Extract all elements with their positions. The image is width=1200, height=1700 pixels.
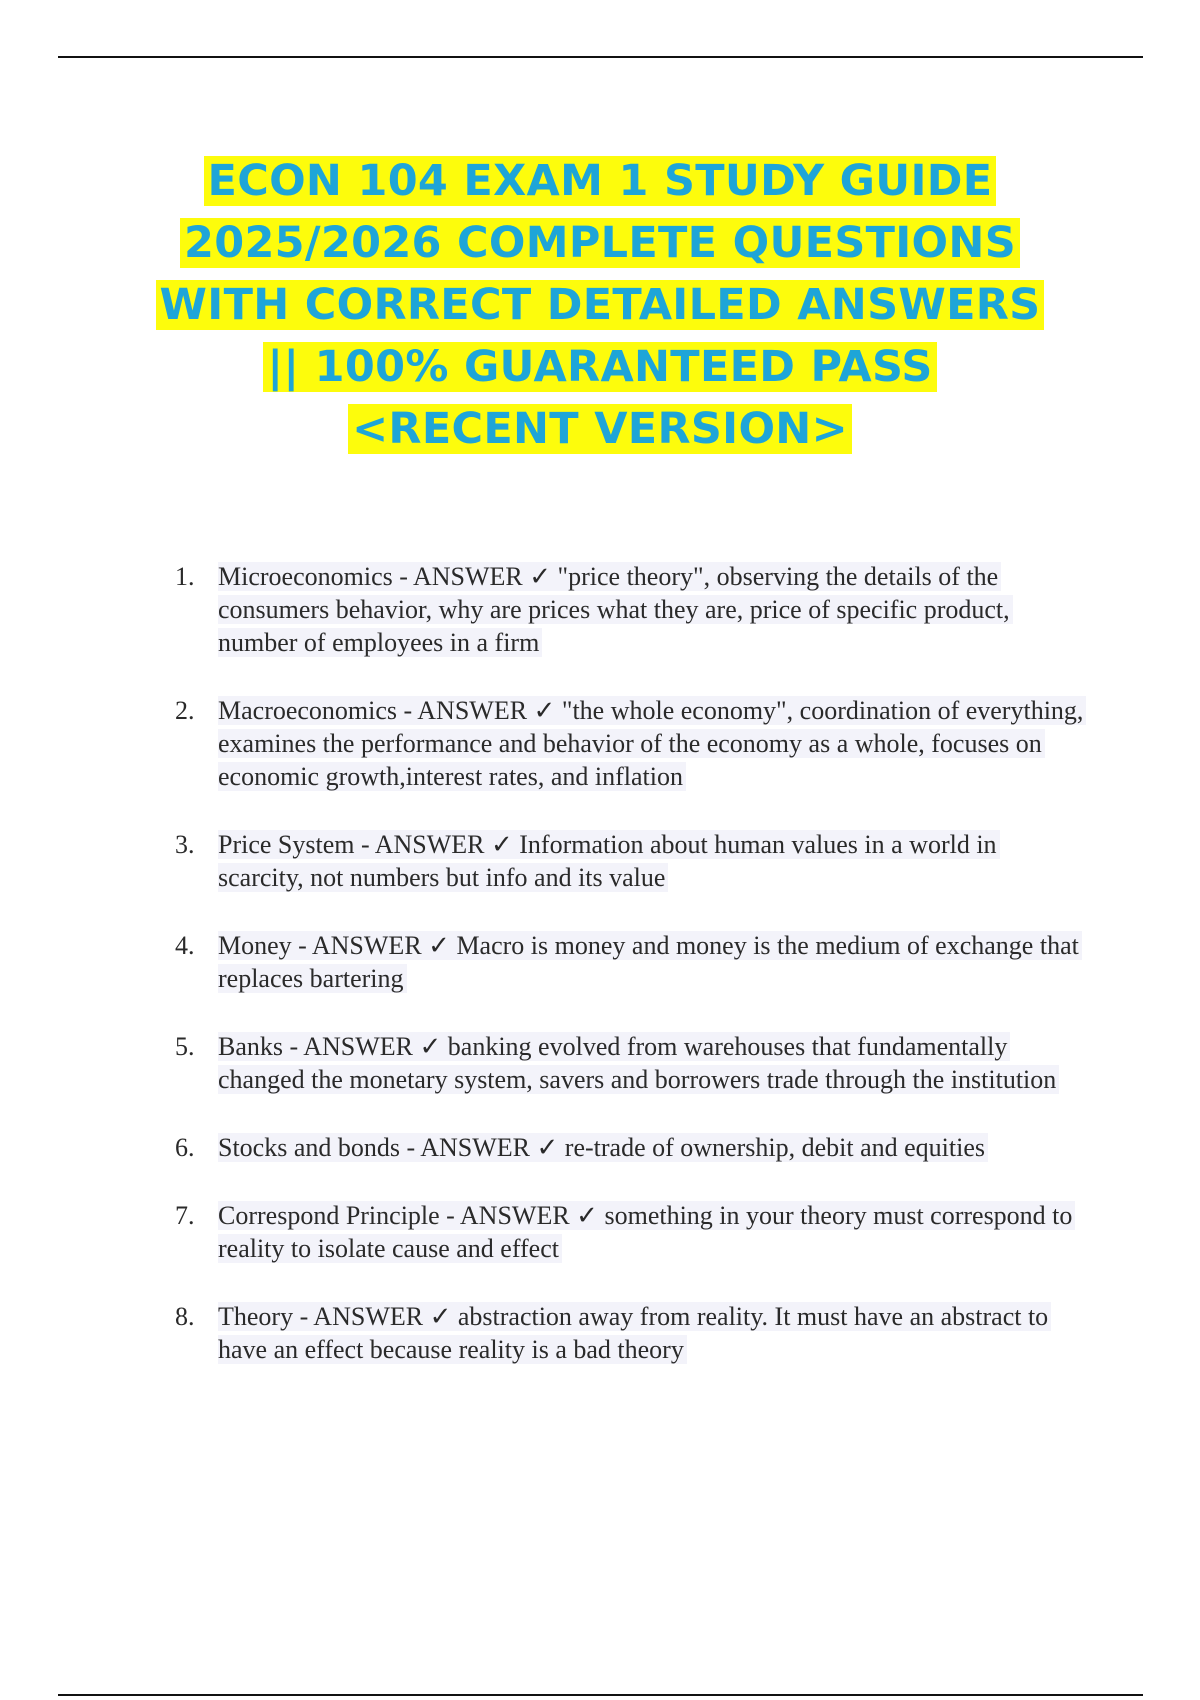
item-number: 6. — [175, 1133, 195, 1162]
list-item — [175, 929, 1085, 995]
item-text: Theory - ANSWER ✓ abstraction away from reality. It must have an abstract to have an effect because reality is a bad theory — [218, 1302, 1051, 1364]
item-number: 1. — [175, 562, 195, 591]
item-text: Money - ANSWER ✓ Macro is money and money is the medium of exchange that replaces bartering — [218, 931, 1082, 993]
list-item — [175, 560, 1085, 659]
list-item — [175, 1199, 1085, 1265]
item-number: 8. — [175, 1302, 195, 1331]
list-item — [175, 1030, 1085, 1096]
document-title — [0, 150, 1200, 460]
top-divider — [58, 56, 1143, 58]
title-line-1: ECON 104 EXAM 1 STUDY GUIDE — [0, 150, 1200, 212]
list-item — [175, 1131, 1085, 1164]
title-line-4: || 100% GUARANTEED PASS — [0, 336, 1200, 398]
title-line-5: <RECENT VERSION> — [0, 398, 1200, 460]
bottom-divider — [58, 1694, 1143, 1696]
item-number: 3. — [175, 830, 195, 859]
list-item — [175, 828, 1085, 894]
item-text: Banks - ANSWER ✓ banking evolved from warehouses that fundamentally changed the monetary system, savers and borrowers trade through the institution — [218, 1032, 1059, 1094]
item-number: 4. — [175, 931, 195, 960]
item-text: Macroeconomics - ANSWER ✓ "the whole economy", coordination of everything, examines the performance and behavior of the economy as a whole, focuses on economic growth,interest rates, and inflation — [218, 696, 1086, 791]
item-number: 7. — [175, 1201, 195, 1230]
item-text: Price System - ANSWER ✓ Information about human values in a world in scarcity, not numbers but info and its value — [218, 830, 1000, 892]
question-answer-list — [175, 560, 1085, 1401]
item-text: Correspond Principle - ANSWER ✓ something in your theory must correspond to reality to isolate cause and effect — [218, 1201, 1075, 1263]
list-item — [175, 694, 1085, 793]
title-line-3: WITH CORRECT DETAILED ANSWERS — [0, 274, 1200, 336]
list-item — [175, 1300, 1085, 1366]
item-number: 2. — [175, 696, 195, 725]
title-line-2: 2025/2026 COMPLETE QUESTIONS — [0, 212, 1200, 274]
item-text: Microeconomics - ANSWER ✓ "price theory", observing the details of the consumers behavior, why are prices what they are, price of specific product, number of employees in a firm — [218, 562, 1013, 657]
item-text: Stocks and bonds - ANSWER ✓ re-trade of ownership, debit and equities — [218, 1133, 988, 1162]
item-number: 5. — [175, 1032, 195, 1061]
